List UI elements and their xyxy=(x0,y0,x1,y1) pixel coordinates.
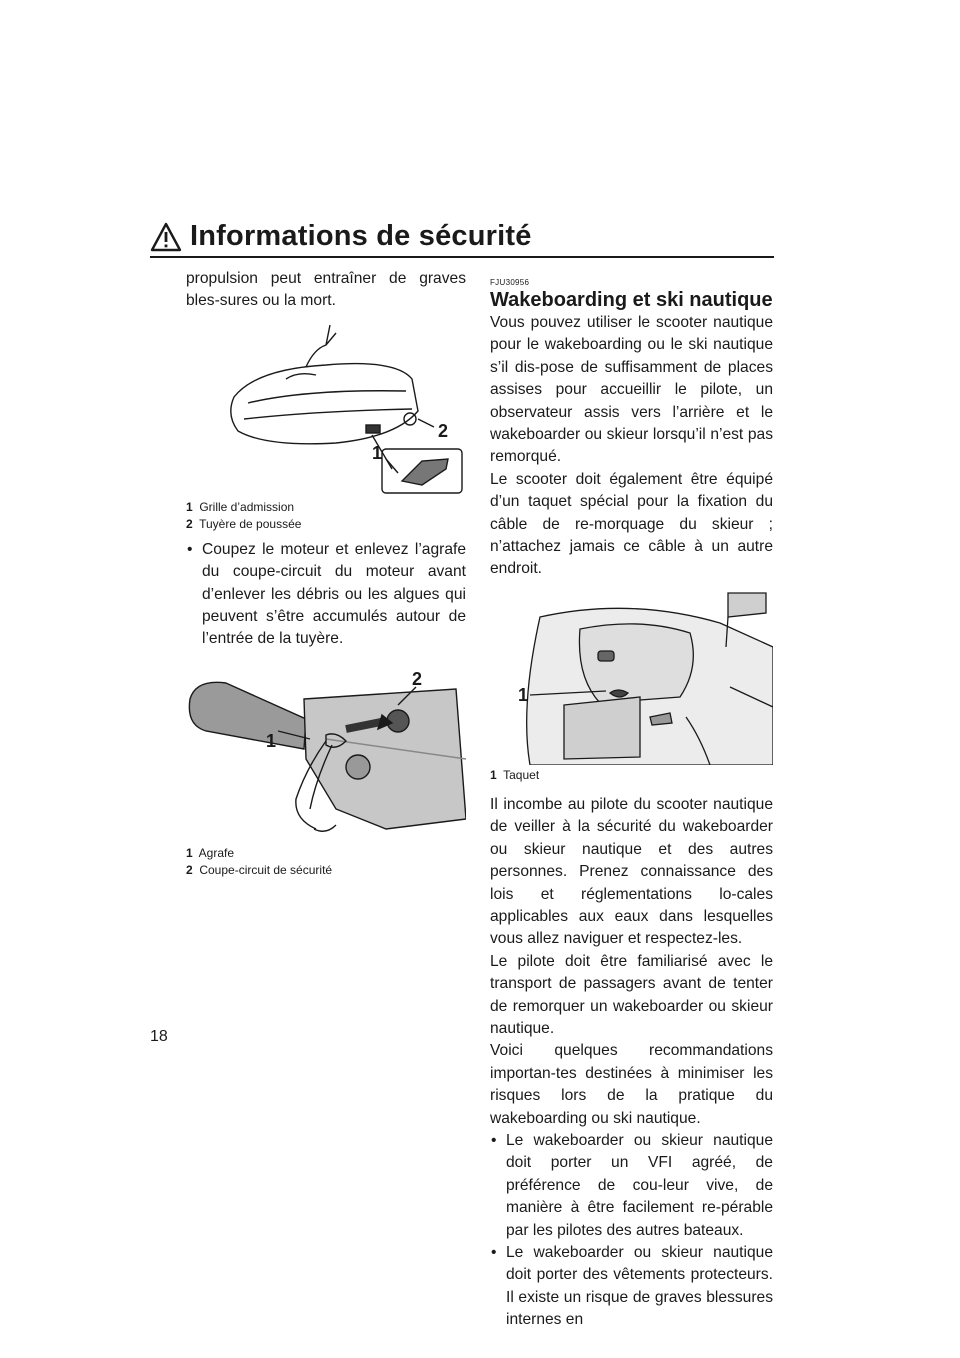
paragraph: Il incombe au pilote du scooter nautique de veiller à la sécurité du wakeboarder ou skieur nautique et des autres personnes. Prenez connaissance des lois et réglementations lo-cales applicables aux eaux dans lesquelles vous allez naviguer et respectez-les. xyxy=(490,795,773,948)
section-heading: Wakeboarding et ski nautique xyxy=(490,289,773,311)
fig2-callout-1: 1 xyxy=(266,730,277,751)
paragraph: Voici quelques recommandations importan-tes destinées à minimiser les risques lors de la pratique du wakeboarding ou ski nautique. xyxy=(490,1042,773,1127)
fig1-caption-1: 1 Grille d’admission xyxy=(186,499,295,514)
fig2-caption-2: 2 Coupe-circuit de sécurité xyxy=(186,862,333,877)
fig1-callout-1: 1 xyxy=(372,442,383,463)
paragraph: Le pilote doit être familiarisé avec le transport de passagers avant de tenter de remorquer un wakeboarder ou skieur nautique. xyxy=(490,952,773,1037)
header-rule xyxy=(150,256,774,258)
fig1-callout-2: 2 xyxy=(438,420,449,441)
intro-text: propulsion peut entraîner de graves bles-sures ou la mort. xyxy=(186,270,466,310)
fig3-caption-1: 1 Taquet xyxy=(490,767,540,782)
left-bullet-list xyxy=(186,539,466,651)
tow-cleat-illustration xyxy=(490,587,773,765)
jet-ski-rear-illustration xyxy=(186,319,466,495)
paragraph: Vous pouvez utiliser le scooter nautique pour le wakeboarding ou le ski nautique s’il dis-pose de suffisamment de places assises pour accueillir le pilote, un observateur assis vers l’arrière et le wakeboarder ou skieur lorsqu’il n’est pas remorqué. xyxy=(490,314,773,466)
fig1-caption-2: 2 Tuyère de poussée xyxy=(186,516,302,531)
section-code: FJU30956 xyxy=(490,278,530,287)
right-column xyxy=(490,278,773,1332)
figure-tow-cleat xyxy=(490,587,773,765)
list-item: • Le wakeboarder ou skieur nautique doit porter des vêtements protecteurs. Il existe un risque de graves blessures internes en xyxy=(490,1242,773,1332)
warning-triangle-icon xyxy=(150,222,182,252)
paragraph: Le scooter doit également être équipé d’un taquet spécial pour la fixation du câble de re-morquage du skieur ; n’attachez jamais ce câble à un autre endroit. xyxy=(490,470,773,578)
fig2-callout-2: 2 xyxy=(412,668,423,689)
fig3-callout-1: 1 xyxy=(518,684,529,705)
list-item: • Le wakeboarder ou skieur nautique doit porter un VFI agréé, de préférence de cou-leur vive, de manière à être facilement re-pérable par les pilotes des autres bateaux. xyxy=(490,1130,773,1242)
figure-jet-intake xyxy=(186,319,466,495)
list-item: • Coupez le moteur et enlevez l’agrafe du coupe-circuit du moteur avant d’enlever les débris ou les algues qui peuvent s’être accumulés autour de l’entrée de la tuyère. xyxy=(186,539,466,651)
right-bullet-list xyxy=(490,1130,773,1332)
handlebar-clip-illustration xyxy=(186,659,466,841)
figure-safety-clip xyxy=(186,659,466,841)
page-header xyxy=(150,220,774,260)
page-title: Informations de sécurité xyxy=(190,220,532,252)
left-column xyxy=(186,268,466,879)
page-number: 18 xyxy=(150,1028,168,1045)
fig2-caption-1: 1 Agrafe xyxy=(186,845,235,860)
